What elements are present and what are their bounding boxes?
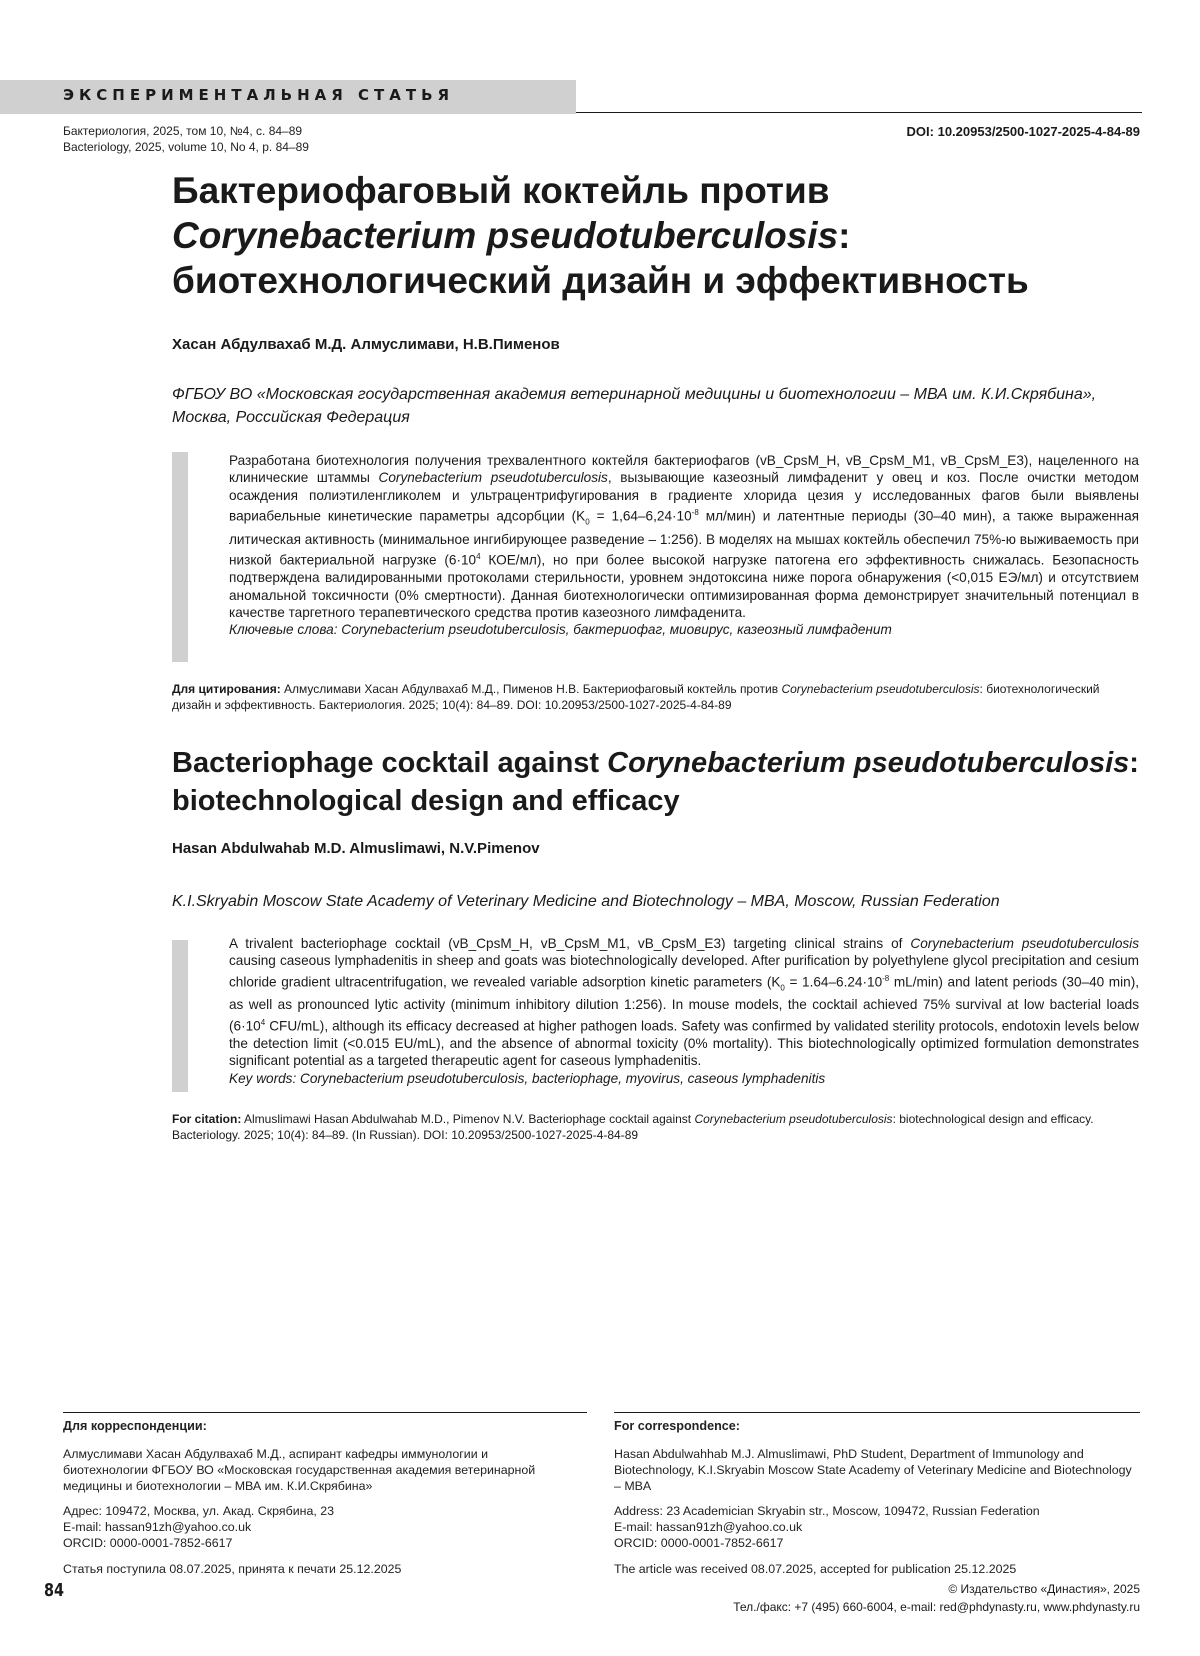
correspondence-email-ru[interactable]: E-mail: hassan91zh@yahoo.co.uk xyxy=(63,1520,252,1534)
abstract-text: = 1,64–6,24·10 xyxy=(589,508,692,524)
title-colon: : xyxy=(838,215,851,256)
citation-label: Для цитирования: xyxy=(172,682,281,696)
publisher-contacts[interactable]: Тел./факс: +7 (495) 660-6004, e-mail: red@phdynasty.ru, www.phdynasty.ru xyxy=(733,1600,1140,1614)
abstract-species: Corynebacterium pseudotuberculosis xyxy=(910,936,1140,951)
abstract-ru xyxy=(229,452,1139,639)
citation-text: Алмуслимави Хасан Абдулвахаб М.Д., Пименов Н.В. Бактериофаговый коктейль против xyxy=(280,682,782,696)
abstract-superscript: -8 xyxy=(882,973,890,983)
journal-citation-ru: Бактериология, 2025, том 10, №4, с. 84–89 xyxy=(63,124,303,138)
authors-en: Hasan Abdulwahab M.D. Almuslimawi, N.V.Pimenov xyxy=(172,840,540,857)
citation-en xyxy=(172,1112,1140,1143)
abstract-text: causing caseous lymphadenitis in sheep and goats was biotechnologically developed. After purification by polyethylene glycol precipitation and cesium chloride gradient ultracentrifugation, we revealed variable adsorption kinetic parameters (K xyxy=(229,953,1139,990)
keywords-en: Key words: Corynebacterium pseudotuberculosis, bacteriophage, myovirus, caseous lymphadenitis xyxy=(229,1070,826,1086)
abstract-subscript: 0 xyxy=(585,517,590,527)
affiliation-ru: ФГБОУ ВО «Московская государственная академия ветеринарной медицины и биотехнологии – МВА им. К.И.Скрябина», Москва, Российская Федерация xyxy=(172,386,1097,426)
doi[interactable]: DOI: 10.20953/2500-1027-2025-4-84-89 xyxy=(906,124,1140,139)
journal-citation-en: Bacteriology, 2025, volume 10, No 4, p. 84–89 xyxy=(63,140,309,154)
citation-text: : биотехнологический дизайн и эффективность. Бактериология. 2025; 10(4): 84–89. DOI: 10.20953/2500-1027-2025-4-84-89 xyxy=(172,682,1100,712)
title-species: Corynebacterium pseudotuberculosis xyxy=(607,747,1130,779)
abstract-superscript: -8 xyxy=(691,508,699,518)
abstract-text: CFU/mL), although its efficacy decreased at higher pathogen loads. Safety was confirmed by validated sterility protocols, endotoxin levels below the detection limit (<0.015 EU/mL), and the absence of abnormal toxicity (0% mortality). This biotechnologically optimized formulation demonstrates significant potential as a targeted therapeutic agent for caseous lymphadenitis. xyxy=(229,1018,1139,1069)
correspondence-address-en: Address: 23 Academician Skryabin str., Moscow, 109472, Russian Federation xyxy=(614,1504,1040,1518)
article-title-ru xyxy=(172,168,1152,303)
abstract-bar-ru xyxy=(172,452,188,662)
correspondence-address-ru: Адрес: 109472, Москва, ул. Акад. Скрябина, 23 xyxy=(63,1504,335,1518)
correspondence-person-ru: Алмуслимави Хасан Абдулвахаб М.Д., аспирант кафедры иммунологии и биотехнологии ФГБОУ ВО «Московская государственная академия ветеринарной медицины и биотехнологии – МВА им. К.И.Скрябина» xyxy=(63,1447,536,1493)
abstract-species: Corynebacterium pseudotuberculosis xyxy=(378,470,608,486)
correspondence-rule-en xyxy=(614,1412,1140,1413)
abstract-text: Разработана биотехнология получения трехвалентного коктейля бактериофагов (vB_CpsM_H, vB_CpsM_M1, vB_CpsM_E3), нацеленного на клинические штаммы xyxy=(229,453,1139,486)
abstract-text: = 1.64–6.24·10 xyxy=(784,974,883,990)
received-date-ru: Статья поступила 08.07.2025, принята к печати 25.12.2025 xyxy=(63,1562,402,1576)
abstract-superscript: 4 xyxy=(260,1017,266,1027)
correspondence-orcid-en[interactable]: ORCID: 0000-0001-7852-6617 xyxy=(614,1536,784,1550)
citation-text: Almuslimawi Hasan Abdulwahab M.D., Pimenov N.V. Bacteriophage cocktail against xyxy=(241,1112,695,1126)
correspondence-person-en: Hasan Abdulwahhab M.J. Almuslimawi, PhD Student, Department of Immunology and Biotechnology, K.I.Skryabin Moscow State Academy of Veterinary Medicine and Biotechnology – MBA xyxy=(614,1447,1132,1493)
keywords-ru: Ключевые слова: Corynebacterium pseudotuberculosis, бактериофаг, миовирус, казеозный лимфаденит xyxy=(229,622,892,638)
correspondence-orcid-ru[interactable]: ORCID: 0000-0001-7852-6617 xyxy=(63,1536,233,1550)
correspondence-rule-ru xyxy=(63,1412,587,1413)
abstract-text: мл/мин) и латентные периоды (30–40 мин), а также выраженная литическая активность (минимальное ингибирующее разведение – 1:256). В моделях на мышах коктейль обеспечил 75%-ю выживаемость при низкой бактериальной нагрузке (6·10 xyxy=(229,508,1139,568)
section-label: ЭКСПЕРИМЕНТАЛЬНАЯ СТАТЬЯ xyxy=(63,86,455,104)
correspondence-email-en[interactable]: E-mail: hassan91zh@yahoo.co.uk xyxy=(614,1520,803,1534)
abstract-text: mL/min) and latent periods (30–40 min), as well as pronounced lytic activity (minimum inhibitory dilution 1:256). In mouse models, the cocktail achieved 75% survival at low bacterial loads (6·10 xyxy=(229,974,1139,1034)
citation-label: For citation: xyxy=(172,1112,242,1126)
affiliation-en: K.I.Skryabin Moscow State Academy of Veterinary Medicine and Biotechnology – MBA, Moscow, Russian Federation xyxy=(172,893,1000,910)
title-line-2 xyxy=(172,213,1152,258)
citation-ru xyxy=(172,682,1140,713)
abstract-subscript: 0 xyxy=(780,983,785,993)
citation-species: Corynebacterium pseudotuberculosis xyxy=(781,682,980,696)
article-title-en xyxy=(172,744,1152,820)
title-line-3: биотехнологический дизайн и эффективность xyxy=(172,260,1029,301)
received-date-en: The article was received 08.07.2025, accepted for publication 25.12.2025 xyxy=(614,1562,1017,1576)
title-text: : biotechnological design and efficacy xyxy=(172,747,1139,817)
page-number: 84 xyxy=(44,1580,65,1601)
citation-text: : biotechnological design and efficacy. Bacteriology. 2025; 10(4): 84–89. (In Russian). DOI: 10.20953/2500-1027-2025-4-84-89 xyxy=(172,1112,1094,1142)
correspondence-en xyxy=(614,1418,1140,1577)
correspondence-heading-ru: Для корреспонденции: xyxy=(63,1419,207,1433)
abstract-superscript: 4 xyxy=(476,552,481,562)
title-line-1: Бактериофаговый коктейль против xyxy=(172,170,830,211)
abstract-en xyxy=(229,935,1139,1087)
abstract-bar-en xyxy=(172,940,188,1092)
correspondence-ru xyxy=(63,1418,563,1577)
correspondence-heading-en: For correspondence: xyxy=(614,1419,740,1433)
header-rule xyxy=(576,112,1142,113)
publisher: © Издательство «Династия», 2025 xyxy=(948,1582,1140,1596)
authors-ru: Хасан Абдулвахаб М.Д. Алмуслимави, Н.В.Пименов xyxy=(172,336,560,353)
abstract-text: A trivalent bacteriophage cocktail (vB_CpsM_H, vB_CpsM_M1, vB_CpsM_E3) targeting clinical strains of xyxy=(229,936,911,951)
citation-species: Corynebacterium pseudotuberculosis xyxy=(694,1112,893,1126)
abstract-text: КОЕ/мл), но при более высокой нагрузке патогена его эффективность снижалась. Безопасность подтверждена валидированными протоколами стерильности, уровнем эндотоксина ниже порога обнаружения (<0,015 ЕЭ/мл) и отсутствием аномальной токсичности (0% смертности). Данная биотехнологически оптимизированная форма демонстрирует значительный потенциал в качестве таргетного терапевтического средства против казеозного лимфаденита. xyxy=(229,552,1139,621)
title-species: Corynebacterium pseudotuberculosis xyxy=(172,215,839,256)
abstract-text: , вызывающие казеозный лимфаденит у овец и коз. После очистки методом осаждения полиэтиленгликолем и ультрацентрифугирования в градиенте хлорида цезия у исследованных фагов были выявлены вариабельные кинетические параметры адсорбции (K xyxy=(229,470,1139,524)
title-text: Bacteriophage cocktail against xyxy=(172,747,608,779)
